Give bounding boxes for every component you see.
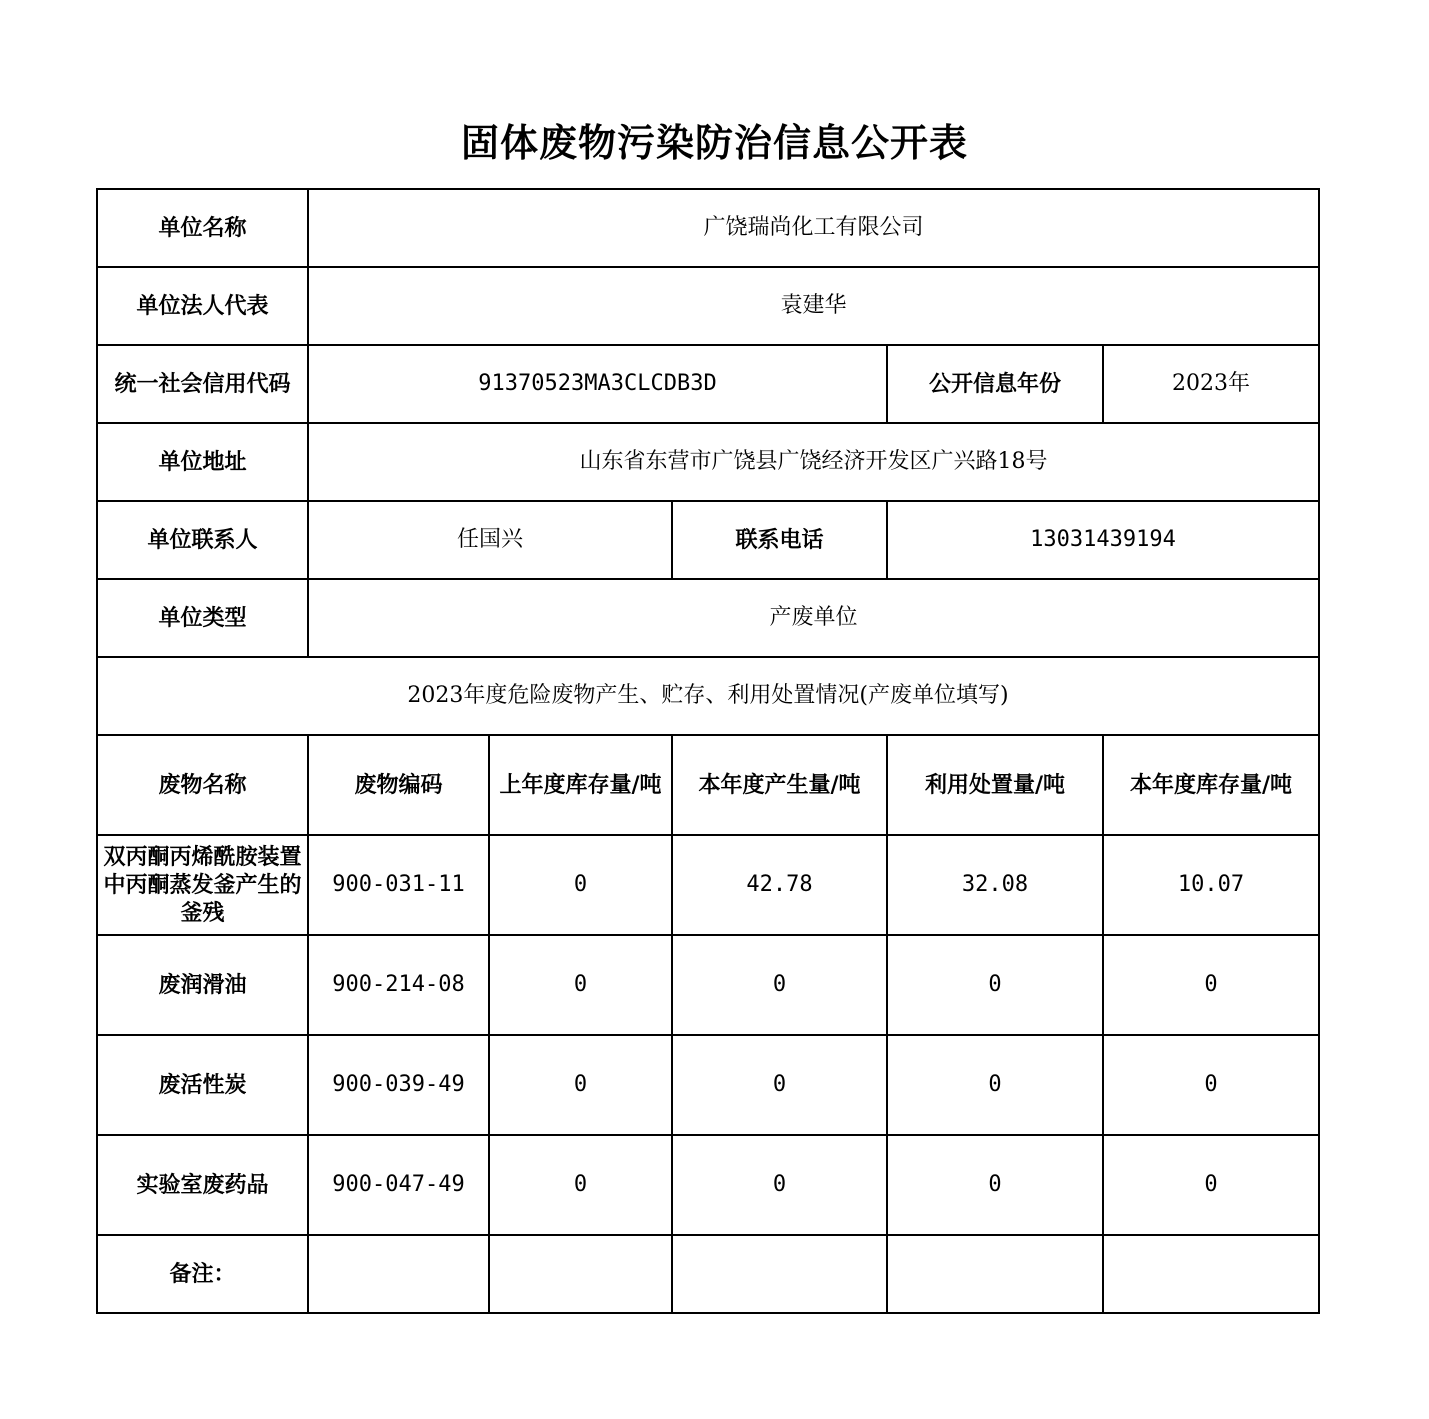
phone-value: 13031439194 bbox=[887, 501, 1319, 579]
unit-type-value: 产废单位 bbox=[308, 579, 1319, 657]
row-legal-rep bbox=[97, 267, 1319, 345]
waste-code: 900-031-11 bbox=[308, 835, 489, 935]
prev-stock-value: 0 bbox=[489, 935, 672, 1035]
current-stock-value: 10.07 bbox=[1103, 835, 1319, 935]
contact-value: 任国兴 bbox=[308, 501, 672, 579]
row-address bbox=[97, 423, 1319, 501]
produced-value: 0 bbox=[672, 935, 887, 1035]
waste-header-row bbox=[97, 735, 1319, 835]
contact-label: 单位联系人 bbox=[97, 501, 308, 579]
address-label: 单位地址 bbox=[97, 423, 308, 501]
header-disposed: 利用处置量/吨 bbox=[887, 735, 1103, 835]
prev-stock-value: 0 bbox=[489, 1035, 672, 1135]
row-unit-type bbox=[97, 579, 1319, 657]
table-row bbox=[97, 1135, 1319, 1235]
current-stock-value: 0 bbox=[1103, 1035, 1319, 1135]
disposed-value: 0 bbox=[887, 1035, 1103, 1135]
current-stock-value: 0 bbox=[1103, 1135, 1319, 1235]
company-name-value: 广饶瑞尚化工有限公司 bbox=[308, 189, 1319, 267]
row-credit-code bbox=[97, 345, 1319, 423]
phone-label: 联系电话 bbox=[672, 501, 887, 579]
remarks-label: 备注： bbox=[97, 1235, 308, 1313]
header-produced: 本年度产生量/吨 bbox=[672, 735, 887, 835]
disclosure-table bbox=[96, 188, 1320, 1314]
table-row bbox=[97, 1035, 1319, 1135]
waste-name: 废活性炭 bbox=[97, 1035, 308, 1135]
produced-value: 42.78 bbox=[672, 835, 887, 935]
waste-code: 900-047-49 bbox=[308, 1135, 489, 1235]
year-value: 2023年 bbox=[1103, 345, 1319, 423]
remarks-cell bbox=[489, 1235, 672, 1313]
row-remarks bbox=[97, 1235, 1319, 1313]
address-value: 山东省东营市广饶县广饶经济开发区广兴路18号 bbox=[308, 423, 1319, 501]
produced-value: 0 bbox=[672, 1035, 887, 1135]
waste-code: 900-214-08 bbox=[308, 935, 489, 1035]
credit-code-label: 统一社会信用代码 bbox=[97, 345, 308, 423]
row-contact bbox=[97, 501, 1319, 579]
header-current-stock: 本年度库存量/吨 bbox=[1103, 735, 1319, 835]
header-waste-code: 废物编码 bbox=[308, 735, 489, 835]
remarks-cell bbox=[308, 1235, 489, 1313]
company-name-label: 单位名称 bbox=[97, 189, 308, 267]
legal-rep-value: 袁建华 bbox=[308, 267, 1319, 345]
waste-name: 废润滑油 bbox=[97, 935, 308, 1035]
produced-value: 0 bbox=[672, 1135, 887, 1235]
year-label: 公开信息年份 bbox=[887, 345, 1103, 423]
row-section-title bbox=[97, 657, 1319, 735]
table-row bbox=[97, 835, 1319, 935]
waste-name: 实验室废药品 bbox=[97, 1135, 308, 1235]
remarks-cell bbox=[1103, 1235, 1319, 1313]
header-prev-stock: 上年度库存量/吨 bbox=[489, 735, 672, 835]
remarks-cell bbox=[887, 1235, 1103, 1313]
credit-code-value: 91370523MA3CLCDB3D bbox=[308, 345, 887, 423]
disposed-value: 0 bbox=[887, 1135, 1103, 1235]
unit-type-label: 单位类型 bbox=[97, 579, 308, 657]
disposed-value: 32.08 bbox=[887, 835, 1103, 935]
remarks-cell bbox=[672, 1235, 887, 1313]
section-title: 2023年度危险废物产生、贮存、利用处置情况(产废单位填写) bbox=[97, 657, 1319, 735]
prev-stock-value: 0 bbox=[489, 835, 672, 935]
header-waste-name: 废物名称 bbox=[97, 735, 308, 835]
legal-rep-label: 单位法人代表 bbox=[97, 267, 308, 345]
current-stock-value: 0 bbox=[1103, 935, 1319, 1035]
waste-name: 双丙酮丙烯酰胺装置中丙酮蒸发釜产生的釜残 bbox=[97, 835, 308, 935]
prev-stock-value: 0 bbox=[489, 1135, 672, 1235]
row-company-name bbox=[97, 189, 1319, 267]
waste-code: 900-039-49 bbox=[308, 1035, 489, 1135]
page-title: 固体废物污染防治信息公开表 bbox=[460, 120, 968, 165]
disposed-value: 0 bbox=[887, 935, 1103, 1035]
table-row bbox=[97, 935, 1319, 1035]
